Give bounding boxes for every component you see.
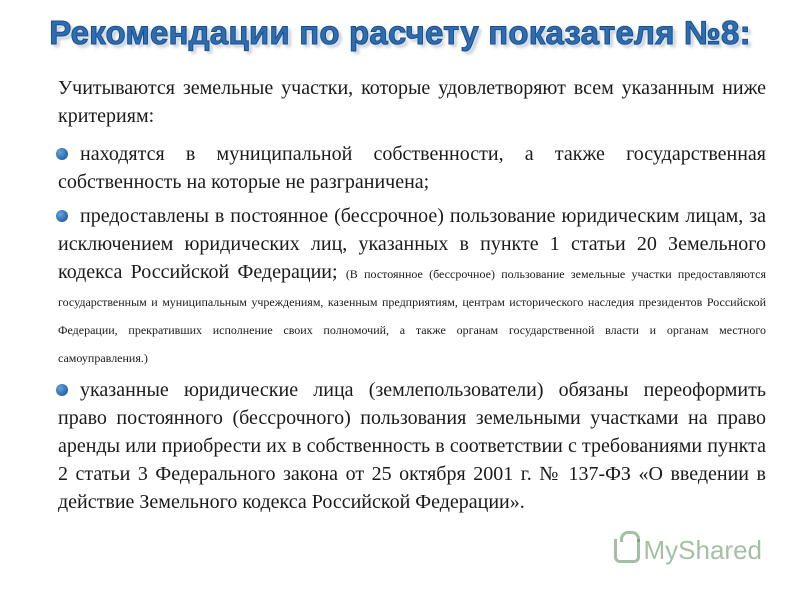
bullet-item-2 [58, 202, 766, 370]
bullet-item-1 [58, 140, 766, 196]
watermark [614, 535, 763, 566]
bullet-dot-icon [56, 384, 68, 396]
bullet-text-3: указанные юридические лица (землепользователи) обязаны переоформить право постоянного (бессрочного) пользования земельными участками на право аренды или приобрести их в собственность в соответствии с требованиями пункта 2 статьи 3 Федерального закона от 25 октября 2001 г. № 137-ФЗ «О введении в действие Земельного кодекса Российской Федерации». [58, 379, 766, 513]
bullet-dot-icon [56, 210, 68, 222]
bullet-text-1: находятся в муниципальной собственности, а также государственная собственность на которые не разграничена; [58, 143, 766, 193]
content-body [58, 74, 766, 522]
bullet-item-3 [58, 376, 766, 516]
intro-text: Учитываются земельные участки, которые удовлетворяют всем указанным ниже критериям: [58, 77, 766, 127]
bullet-text-2: предоставлены в постоянное (бессрочное) пользование юридическим лицам, за исключением юридических лиц, указанных в пункте 1 статьи 20 Земельного кодекса Российской Федерации; [58, 205, 766, 283]
shopping-bag-icon [614, 539, 640, 563]
watermark-text: MyShared [643, 535, 762, 565]
bullet-dot-icon [56, 148, 68, 160]
bullet-note-2: (В постоянное (бессрочное) пользование земельные участки предоставляются государственным и муниципальным учреждениям, казенным предприятиям, центрам исторического наследия президентов Российской Федерации, прекративших исполнение своих полномочий, а также органам государственной власти и органам местного самоуправления.) [58, 267, 767, 365]
page-title: Рекомендации по расчету показателя №8: [49, 14, 751, 51]
